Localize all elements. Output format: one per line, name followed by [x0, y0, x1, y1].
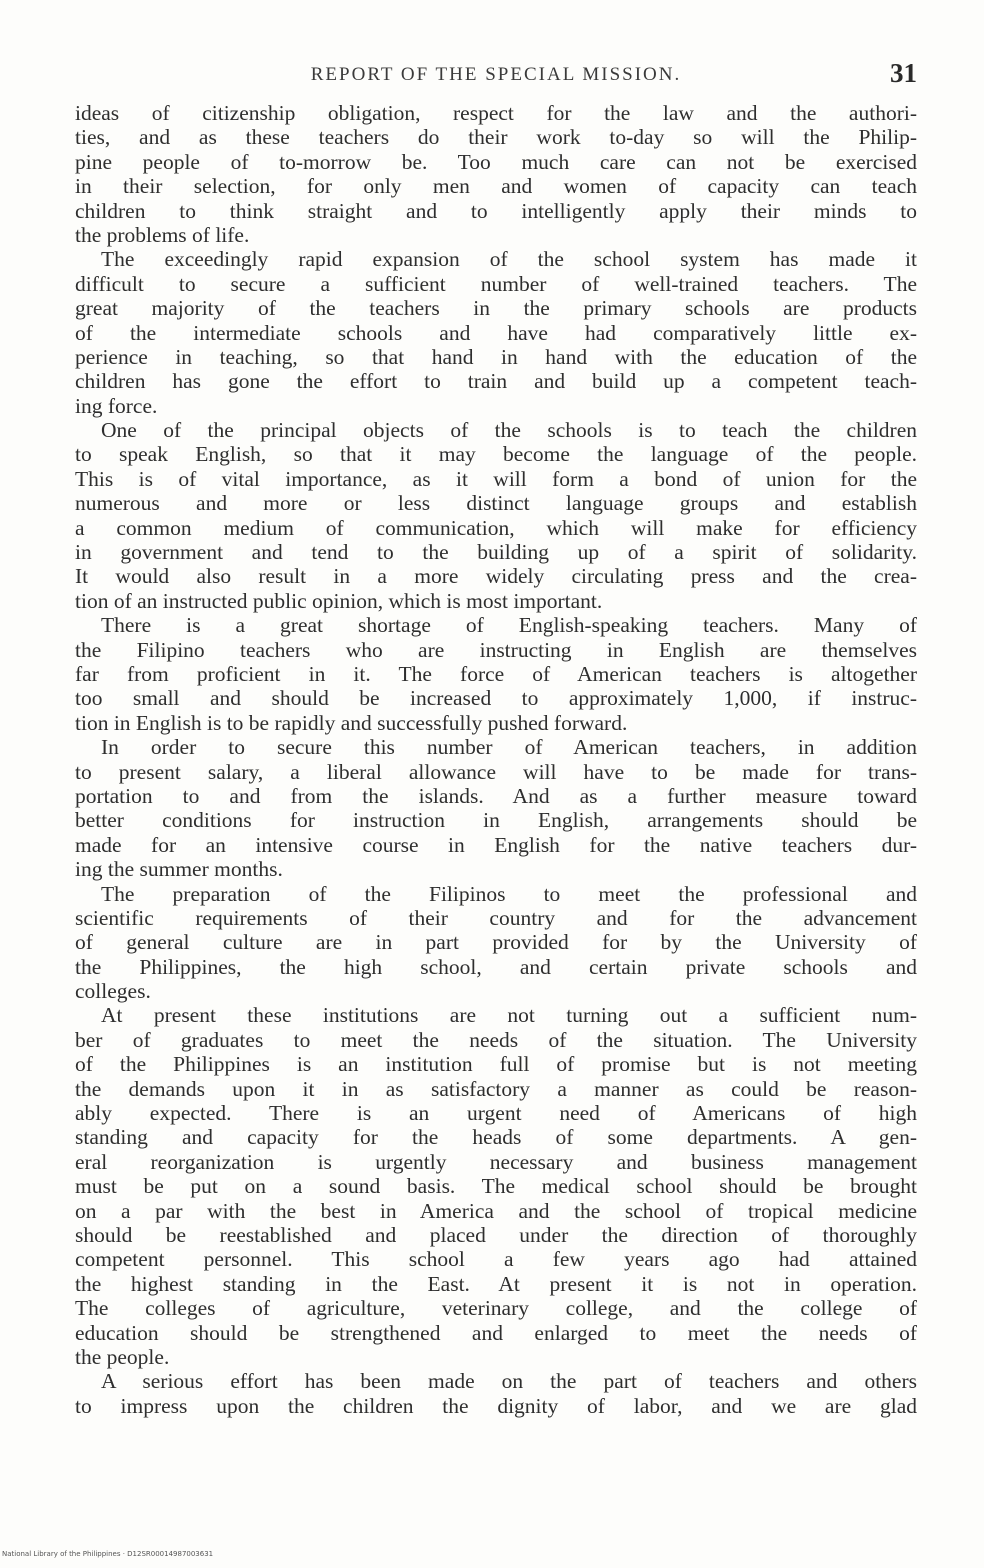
scan-footer: National Library of the Philippines · D12SR00014987003631 — [2, 1550, 214, 1558]
text-line: made for an intensive course in English for the native teachers dur- — [75, 832, 917, 857]
text-line: the Philippines, the high school, and certain private schools and — [75, 954, 917, 979]
text-line: perience in teaching, so that hand in hand with the education of the — [75, 344, 917, 369]
text-line: far from proficient in it. The force of American teachers is altogether — [75, 661, 917, 686]
text-line: The colleges of agriculture, veterinary college, and the college of — [75, 1296, 917, 1321]
text-line: The exceedingly rapid expansion of the school system has made it — [101, 247, 917, 272]
text-line: portation to and from the islands. And as a further measure toward — [75, 783, 917, 808]
text-line: A serious effort has been made on the part of teachers and others — [101, 1369, 917, 1394]
text-line: the problems of life. — [75, 222, 250, 247]
body-text — [75, 101, 917, 1418]
text-line: numerous and more or less distinct language groups and establish — [75, 491, 917, 516]
text-line: tion of an instructed public opinion, which is most important. — [75, 588, 603, 613]
text-line: At present these institutions are not turning out a sufficient num- — [101, 1003, 917, 1028]
text-line: children to think straight and to intelligently apply their minds to — [75, 198, 917, 223]
text-line: ably expected. There is an urgent need of Americans of high — [75, 1101, 917, 1126]
text-line: competent personnel. This school a few years ago had attained — [75, 1247, 917, 1272]
text-line: the people. — [75, 1344, 170, 1369]
text-line: on a par with the best in America and the school of tropical medicine — [75, 1198, 917, 1223]
text-line: One of the principal objects of the schools is to teach the children — [101, 418, 917, 443]
text-line: education should be strengthened and enlarged to meet the needs of — [75, 1320, 917, 1345]
text-line: of the intermediate schools and have had comparatively little ex- — [75, 320, 917, 345]
text-line: must be put on a sound basis. The medical school should be brought — [75, 1174, 917, 1199]
text-line: to impress upon the children the dignity of labor, and we are glad — [75, 1393, 917, 1418]
text-line: pine people of to-morrow be. Too much care can not be exercised — [75, 149, 917, 174]
text-line: standing and capacity for the heads of some departments. A gen- — [75, 1125, 917, 1150]
text-line: to present salary, a liberal allowance will have to be made for trans- — [75, 759, 917, 784]
text-line: the highest standing in the East. At present it is not in operation. — [75, 1271, 917, 1296]
text-line: ideas of citizenship obligation, respect for the law and the authori- — [75, 101, 917, 125]
text-line: eral reorganization is urgently necessary and business management — [75, 1149, 917, 1174]
text-line: ties, and as these teachers do their work to-day so will the Philip- — [75, 125, 917, 150]
running-header — [75, 58, 917, 92]
text-line: scientific requirements of their country and for the advancement — [75, 905, 917, 930]
text-line: children has gone the effort to train and build up a competent teach- — [75, 369, 917, 394]
text-line: a common medium of communication, which will make for efficiency — [75, 515, 917, 540]
page-number: 31 — [890, 58, 917, 88]
text-line: tion in English is to be rapidly and successfully pushed forward. — [75, 710, 628, 735]
text-line: too small and should be increased to approximately 1,000, if instruc- — [75, 686, 917, 711]
text-line: In order to secure this number of American teachers, in addition — [101, 735, 917, 760]
text-line: It would also result in a more widely circulating press and the crea- — [75, 564, 917, 589]
text-line: This is of vital importance, as it will form a bond of union for the — [75, 466, 917, 491]
text-line: of the Philippines is an institution full of promise but is not meeting — [75, 1052, 917, 1077]
text-line: The preparation of the Filipinos to meet the professional and — [101, 881, 917, 906]
text-line: the demands upon it in as satisfactory a manner as could be reason- — [75, 1076, 917, 1101]
text-line: There is a great shortage of English-speaking teachers. Many of — [101, 613, 917, 638]
text-line: great majority of the teachers in the primary schools are products — [75, 296, 917, 321]
text-line: colleges. — [75, 979, 151, 1004]
text-line: better conditions for instruction in English, arrangements should be — [75, 808, 917, 833]
text-line: should be reestablished and placed under the direction of thoroughly — [75, 1222, 917, 1247]
text-line: ing the summer months. — [75, 857, 283, 882]
text-line: in their selection, for only men and women of capacity can teach — [75, 174, 917, 199]
text-line: to speak English, so that it may become the language of the people. — [75, 442, 917, 467]
text-line: the Filipino teachers who are instructing in English are themselves — [75, 637, 917, 662]
running-title: REPORT OF THE SPECIAL MISSION. — [310, 64, 682, 85]
text-line: difficult to secure a sufficient number of well-trained teachers. The — [75, 271, 917, 296]
text-line: of general culture are in part provided for by the University of — [75, 930, 917, 955]
text-line: in government and tend to the building up of a spirit of solidarity. — [75, 540, 917, 565]
text-line: ing force. — [75, 393, 158, 418]
text-line: ber of graduates to meet the needs of the situation. The University — [75, 1027, 917, 1052]
